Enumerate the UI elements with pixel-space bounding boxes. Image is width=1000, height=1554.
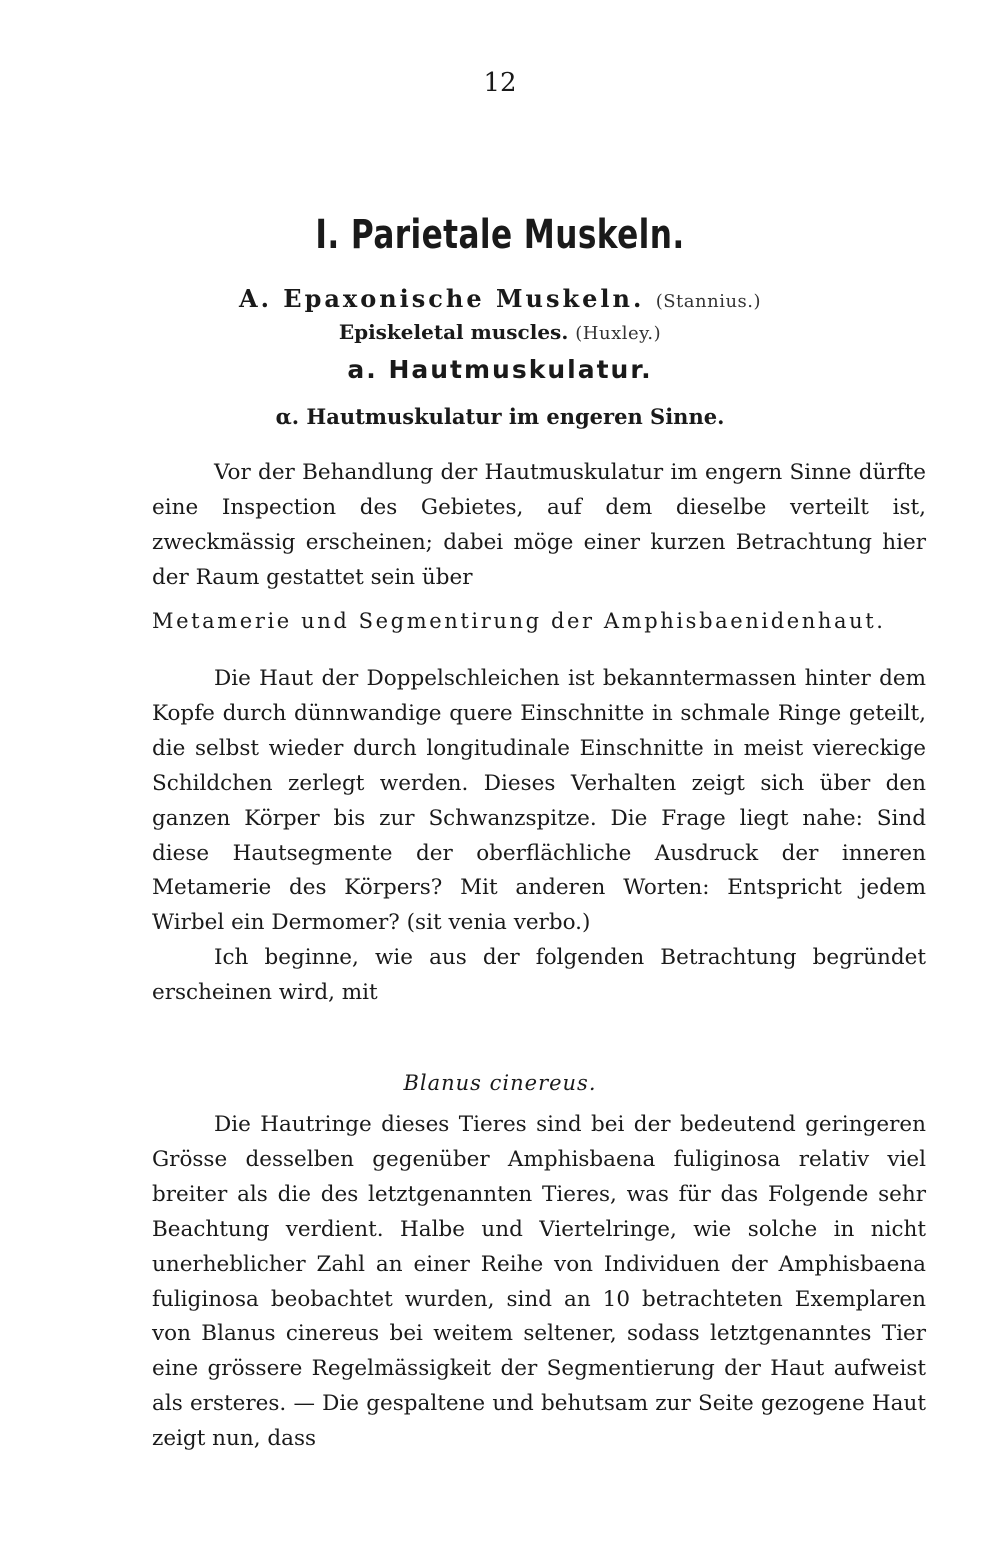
species-heading: Blanus cinereus. [403, 1071, 597, 1095]
section-heading-a [0, 284, 1000, 313]
page-number: 12 [483, 68, 517, 98]
intro-block [152, 456, 926, 596]
paragraph-haut: Die Haut der Doppelschleichen ist bekanntermassen hinter dem Kopfe durch dünnwandige quere Einschnitte in schmale Ringe geteilt, die selbst wieder durch longitudinale Einschnitte in meist viereckige Schildchen zerlegt werden. Dieses Verhalten zeigt sich über den ganzen Körper bis zur Schwanzspitze. Die Frage liegt nahe: Sind diese Hautsegmente der oberflächliche Ausdruck der inneren Metamerie des Körpers? Mit anderen Worten: Entspricht jedem Wirbel ein Dermomer? (sit venia verbo.) [152, 666, 926, 936]
section-heading-a-source: (Stannius.) [655, 291, 762, 312]
blanus-block [152, 1108, 926, 1457]
section-heading-a-alt-label: Episkeletal muscles. [338, 320, 569, 344]
paragraph-intro: Vor der Behandlung der Hautmuskulatur im engern Sinne dürfte eine Inspection des Gebietes, auf dem dieselbe verteilt ist, zweckmässig erscheinen; dabei möge einer kurzen Betrachtung hier der Raum gestattet sein über [152, 460, 926, 590]
metamerie-heading: Metamerie und Segmentirung der Amphisbaenidenhaut. [152, 609, 886, 633]
chapter-title: I. Parietale Muskeln. [315, 212, 685, 258]
haut-block [152, 662, 926, 1011]
section-heading-a-label: A. Epaxonische Muskeln. [238, 284, 645, 313]
section-heading-a-alt [0, 320, 1000, 344]
section-heading-a-alt-source: (Huxley.) [575, 323, 662, 344]
subsection-heading-a: a. Hautmuskulatur. [347, 355, 653, 384]
subsection-heading-alpha: α. Hautmuskulatur im engeren Sinne. [275, 404, 725, 429]
paragraph-beginne: Ich beginne, wie aus der folgenden Betrachtung begründet erscheinen wird, mit [152, 945, 926, 1006]
paragraph-blanus: Die Hautringe dieses Tieres sind bei der bedeutend geringeren Grösse desselben gegenüber Amphisbaena fuliginosa relativ viel breiter als die des letztgenannten Tieres, was für das Folgende sehr Beachtung verdient. Halbe und Viertelringe, wie solche in nicht unerheblicher Zahl an einer Reihe von Individuen der Amphisbaena fuliginosa beobachtet wurden, sind an 10 betrachteten Exemplaren von Blanus cinereus bei weitem seltener, sodass letztgenanntes Tier eine grössere Regelmässigkeit der Segmentierung der Haut aufweist als ersteres. — Die gespaltene und behutsam zur Seite gezogene Haut zeigt nun, dass [152, 1112, 926, 1452]
